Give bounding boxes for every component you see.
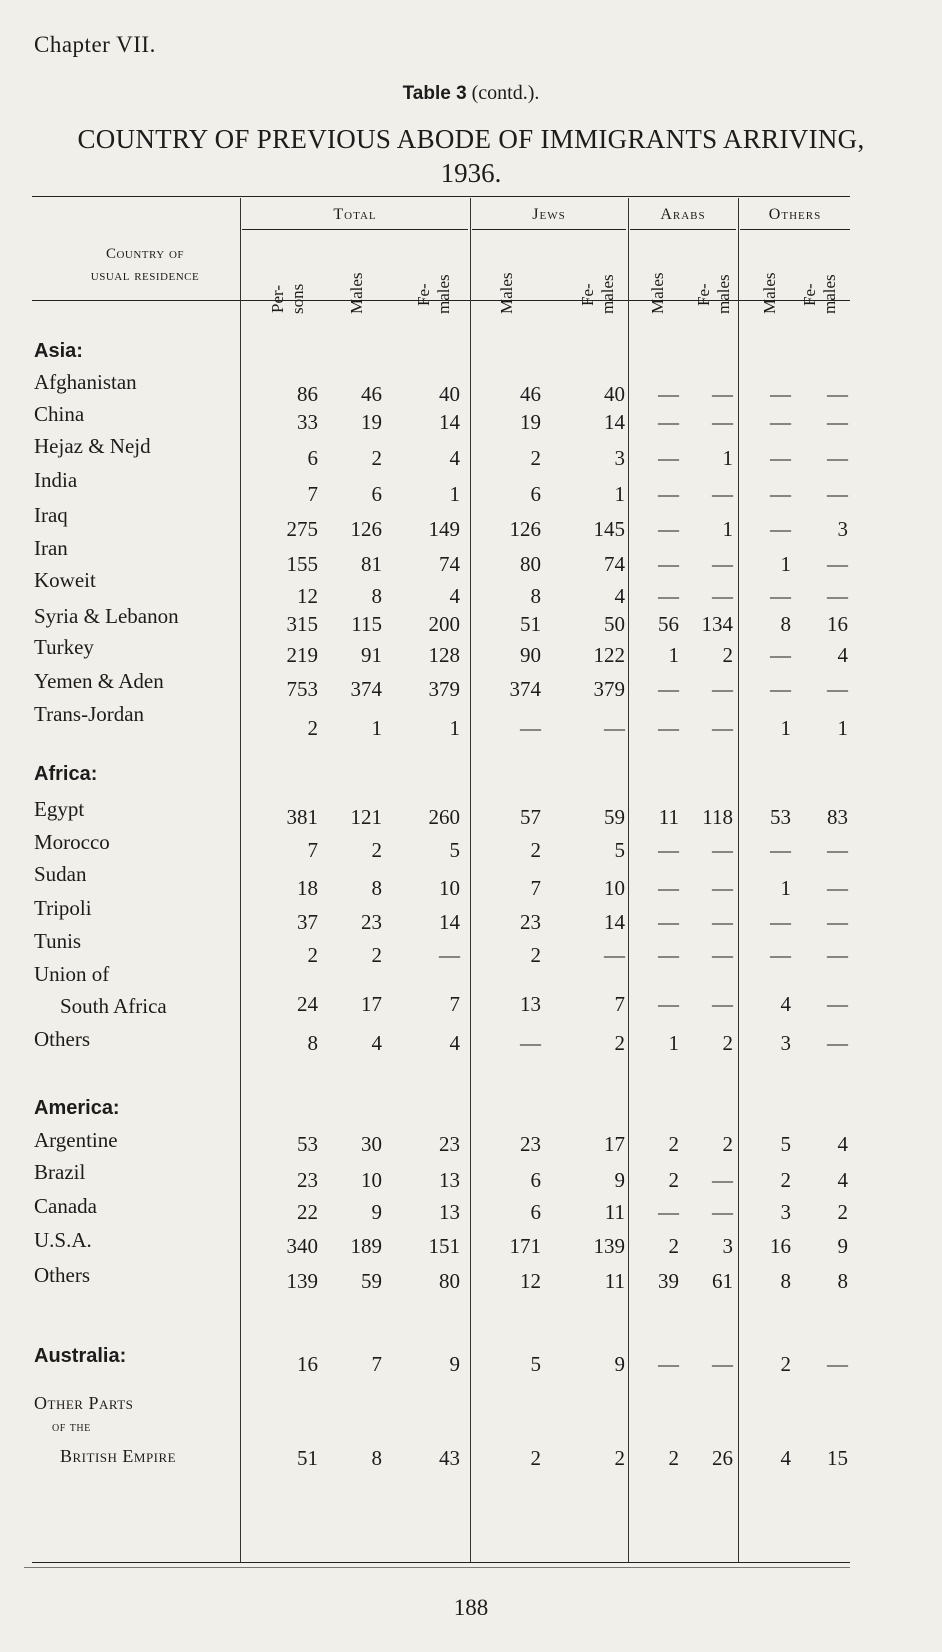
table-cell: 6	[530, 1168, 541, 1192]
row-label: China	[34, 402, 85, 426]
table-cell: 12	[520, 1269, 541, 1293]
table-cell: —	[658, 1352, 679, 1376]
row-label: Tripoli	[34, 896, 92, 920]
table-cell: —	[827, 1031, 848, 1055]
table-cell: —	[770, 517, 791, 541]
table-cell: 171	[509, 1234, 541, 1258]
table-title-line2: 1936.	[440, 158, 502, 188]
table-cell: —	[827, 552, 848, 576]
table-cell: 2	[722, 1031, 733, 1055]
subheader-total-females: Fe- males	[414, 274, 453, 314]
table-cell: 23	[297, 1168, 318, 1192]
table-cell: 39	[658, 1269, 679, 1293]
table-cell: —	[658, 552, 679, 576]
table-cell: 3	[614, 446, 625, 470]
table-cell: 14	[439, 410, 460, 434]
table-cell: 19	[361, 410, 382, 434]
table-cell: 1	[449, 482, 460, 506]
table-cell: 8	[371, 1446, 382, 1470]
table-cell: —	[827, 838, 848, 862]
row-label: Hejaz & Nejd	[34, 434, 151, 458]
table-cell: 13	[439, 1168, 460, 1192]
table-cell: —	[658, 382, 679, 406]
table-cell: 6	[307, 446, 318, 470]
table-cell: 11	[604, 1200, 625, 1224]
row-label: Egypt	[34, 797, 85, 821]
row-label: Other Parts	[34, 1393, 134, 1413]
table-cell: 37	[297, 910, 318, 934]
table-cell: 11	[658, 805, 679, 829]
table-cell: 200	[428, 612, 460, 636]
table-cell: —	[658, 410, 679, 434]
table-cell: 1	[837, 716, 848, 740]
table-cell: 43	[439, 1446, 460, 1470]
table-cell: 14	[604, 910, 625, 934]
group-header-jews: Jews	[532, 206, 566, 223]
col-rule-jews	[470, 198, 471, 1562]
row-label: Brazil	[34, 1160, 86, 1184]
table-cell: 24	[297, 992, 318, 1016]
row-label: British Empire	[60, 1446, 177, 1466]
table-cell: 90	[520, 643, 541, 667]
table-cell: 189	[350, 1234, 382, 1258]
table-cell: 2	[614, 1031, 625, 1055]
table-cell: 23	[361, 910, 382, 934]
table-cell: 126	[350, 517, 382, 541]
table-cell: 151	[428, 1234, 460, 1258]
table-cell: 1	[780, 876, 791, 900]
table-cell: —	[827, 382, 848, 406]
table-cell: —	[827, 992, 848, 1016]
table-cell: 1	[668, 1031, 679, 1055]
subheader-arabs-females: Fe- males	[694, 274, 733, 314]
table-cell: 381	[286, 805, 318, 829]
table-cell: 145	[593, 517, 625, 541]
table-cell: —	[827, 1352, 848, 1376]
table-cell: 4	[614, 584, 625, 608]
table-cell: 16	[770, 1234, 791, 1258]
table-cell: —	[770, 643, 791, 667]
table-cell: 5	[530, 1352, 541, 1376]
table-cell: —	[770, 584, 791, 608]
table-cell: 22	[297, 1200, 318, 1224]
table-cell: 4	[837, 643, 848, 667]
table-cell: —	[712, 677, 733, 701]
table-cell: —	[770, 446, 791, 470]
table-cell: 56	[658, 612, 679, 636]
table-cell: 16	[827, 612, 848, 636]
table-cell: 83	[827, 805, 848, 829]
table-cell: —	[658, 446, 679, 470]
table-cell: 80	[520, 552, 541, 576]
table-cell: 374	[509, 677, 541, 701]
table-cell: —	[827, 910, 848, 934]
table-cell: 2	[722, 1132, 733, 1156]
table-cell: 340	[286, 1234, 318, 1258]
row-label: Yemen & Aden	[34, 669, 164, 693]
table-cell: 74	[604, 552, 625, 576]
table-cell: —	[658, 677, 679, 701]
table-cell: 5	[614, 838, 625, 862]
table-cell: 8	[530, 584, 541, 608]
table-cell: —	[658, 584, 679, 608]
table-cell: 14	[439, 910, 460, 934]
table-cell: —	[658, 910, 679, 934]
table-cell: —	[712, 1200, 733, 1224]
table-cell: 2	[668, 1234, 679, 1258]
row-label: Turkey	[34, 635, 94, 659]
table-cell: 53	[770, 805, 791, 829]
chapter-heading: Chapter VII.	[34, 32, 156, 57]
table-cell: 7	[307, 838, 318, 862]
table-cell: 7	[614, 992, 625, 1016]
table-cell: —	[770, 838, 791, 862]
table-cell: —	[770, 482, 791, 506]
table-cell: 6	[371, 482, 382, 506]
row-label: Morocco	[34, 830, 110, 854]
table-cell: 57	[520, 805, 541, 829]
table-cell: —	[770, 677, 791, 701]
group-underline-arabs	[630, 229, 736, 230]
country-column-header: Country of usual residence	[90, 246, 200, 284]
table-cell: 1	[780, 552, 791, 576]
table-cell: 149	[428, 517, 460, 541]
group-underline-total	[242, 229, 468, 230]
table-cell: 46	[361, 382, 382, 406]
table-cell: 80	[439, 1269, 460, 1293]
table-cell: 12	[297, 584, 318, 608]
table-cell: 2	[371, 446, 382, 470]
table-cell: 4	[449, 584, 460, 608]
table-cell: 23	[520, 1132, 541, 1156]
row-label: Afghanistan	[34, 370, 137, 394]
table-cell: 15	[827, 1446, 848, 1470]
table-cell: —	[827, 943, 848, 967]
table-cell: 9	[837, 1234, 848, 1258]
table-cell: 2	[307, 943, 318, 967]
table-cell: —	[658, 716, 679, 740]
table-cell: 51	[520, 612, 541, 636]
table-cell: 13	[520, 992, 541, 1016]
table-cell: —	[604, 716, 625, 740]
table-cell: 8	[371, 876, 382, 900]
group-header-arabs: Arabs	[660, 206, 706, 223]
table-cell: 46	[520, 382, 541, 406]
table-cell: —	[439, 943, 460, 967]
table-cell: 23	[439, 1132, 460, 1156]
table-cell: 3	[780, 1200, 791, 1224]
row-label: South Africa	[60, 994, 167, 1018]
table-cell: —	[770, 943, 791, 967]
table-cell: 91	[361, 643, 382, 667]
table-cell: 5	[780, 1132, 791, 1156]
table-cell: 2	[722, 643, 733, 667]
table-cell: —	[712, 482, 733, 506]
table-cell: 17	[604, 1132, 625, 1156]
table-cell: 374	[350, 677, 382, 701]
table-cell: —	[712, 992, 733, 1016]
table-cell: —	[712, 716, 733, 740]
table-cell: 53	[297, 1132, 318, 1156]
table-cell: 139	[286, 1269, 318, 1293]
table-cell: —	[712, 584, 733, 608]
table-cell: 1	[614, 482, 625, 506]
subheader-persons: Per- sons	[268, 283, 307, 314]
table-cell: 40	[604, 382, 625, 406]
table-cell: 11	[604, 1269, 625, 1293]
table-cell: 3	[780, 1031, 791, 1055]
table-cell: —	[712, 382, 733, 406]
table-cell: 8	[780, 1269, 791, 1293]
table-cell: —	[827, 446, 848, 470]
subheader-total-males: Males	[347, 272, 366, 314]
table-cell: 1	[780, 716, 791, 740]
table-contd: (contd.).	[471, 82, 540, 104]
table-cell: 51	[297, 1446, 318, 1470]
table-label	[0, 82, 942, 105]
table-cell: —	[827, 410, 848, 434]
table-cell: 128	[428, 643, 460, 667]
table-cell: 2	[530, 838, 541, 862]
subheader-arabs-males: Males	[648, 272, 667, 314]
table-cell: —	[827, 876, 848, 900]
table-cell: 10	[361, 1168, 382, 1192]
table-cell: 2	[530, 943, 541, 967]
table-cell: 155	[286, 552, 318, 576]
table-number: Table 3	[402, 83, 467, 104]
row-label: Trans-Jordan	[34, 702, 145, 726]
col-rule-country	[240, 198, 241, 1562]
table-cell: —	[658, 943, 679, 967]
table-cell: 2	[371, 943, 382, 967]
row-label: Iraq	[34, 503, 68, 527]
row-label: Argentine	[34, 1128, 118, 1152]
row-label: of the	[52, 1420, 91, 1435]
table-cell: 50	[604, 612, 625, 636]
row-label: Sudan	[34, 862, 87, 886]
group-header-others: Others	[768, 206, 822, 223]
table-cell: —	[712, 1352, 733, 1376]
table-cell: —	[712, 410, 733, 434]
table-cell: 2	[668, 1446, 679, 1470]
table-cell: 115	[351, 612, 382, 636]
table-cell: 8	[837, 1269, 848, 1293]
table-cell: 26	[712, 1446, 733, 1470]
table-cell: 33	[297, 410, 318, 434]
section-title: Africa:	[34, 763, 98, 785]
table-cell: 275	[286, 517, 318, 541]
table-cell: —	[712, 910, 733, 934]
table-cell: —	[712, 1168, 733, 1192]
row-label: U.S.A.	[34, 1228, 92, 1252]
table-cell: —	[604, 943, 625, 967]
row-label: Syria & Lebanon	[34, 604, 179, 628]
table-cell: 2	[614, 1446, 625, 1470]
table-cell: 122	[593, 643, 625, 667]
table-cell: 8	[780, 612, 791, 636]
table-cell: 2	[780, 1168, 791, 1192]
table-cell: 1	[722, 446, 733, 470]
table-cell: 4	[449, 446, 460, 470]
table-cell: 9	[449, 1352, 460, 1376]
table-cell: 16	[297, 1352, 318, 1376]
table-cell: —	[827, 584, 848, 608]
table-cell: 30	[361, 1132, 382, 1156]
table-cell: —	[770, 910, 791, 934]
table-cell: —	[712, 943, 733, 967]
table-cell: 9	[371, 1200, 382, 1224]
table-cell: —	[658, 838, 679, 862]
table-cell: —	[712, 876, 733, 900]
table-cell: 14	[604, 410, 625, 434]
row-label: India	[34, 468, 78, 492]
bottom-rule	[32, 1562, 850, 1563]
table-cell: 8	[371, 584, 382, 608]
table-title-line1: COUNTRY OF PREVIOUS ABODE OF IMMIGRANTS ARRIVING,	[77, 124, 865, 154]
table-cell: 9	[614, 1352, 625, 1376]
table-cell: 9	[614, 1168, 625, 1192]
table-cell: 379	[593, 677, 625, 701]
table-cell: 7	[371, 1352, 382, 1376]
table-cell: 2	[530, 1446, 541, 1470]
table-cell: 2	[780, 1352, 791, 1376]
table-cell: 74	[439, 552, 460, 576]
page-number: 188	[453, 1595, 489, 1620]
table-cell: 2	[307, 716, 318, 740]
table-cell: 753	[286, 677, 318, 701]
table-cell: 2	[371, 838, 382, 862]
table-cell: 6	[530, 482, 541, 506]
section-title: America:	[34, 1097, 120, 1119]
subheader-others-males: Males	[760, 272, 779, 314]
table-cell: 2	[530, 446, 541, 470]
subheader-jews-females: Fe- males	[578, 274, 617, 314]
table-cell: 1	[722, 517, 733, 541]
table-cell: 4	[449, 1031, 460, 1055]
table-cell: —	[520, 716, 541, 740]
row-label: Iran	[34, 536, 68, 560]
table-cell: 6	[530, 1200, 541, 1224]
table-cell: 1	[668, 643, 679, 667]
table-cell: 5	[449, 838, 460, 862]
row-label: Union of	[34, 962, 110, 986]
table-cell: 7	[530, 876, 541, 900]
table-cell: 59	[361, 1269, 382, 1293]
row-label: Others	[34, 1027, 90, 1051]
table-cell: 126	[509, 517, 541, 541]
table-cell: —	[658, 482, 679, 506]
table-cell: 4	[837, 1132, 848, 1156]
table-cell: 86	[297, 382, 318, 406]
table-cell: 3	[837, 517, 848, 541]
table-cell: —	[658, 876, 679, 900]
table-cell: 2	[668, 1132, 679, 1156]
table-cell: 2	[668, 1168, 679, 1192]
group-underline-others	[740, 229, 850, 230]
table-cell: 10	[439, 876, 460, 900]
table-cell: 19	[520, 410, 541, 434]
table-cell: —	[712, 552, 733, 576]
table-cell: —	[658, 1200, 679, 1224]
table-cell: 260	[428, 805, 460, 829]
table-cell: 379	[428, 677, 460, 701]
table-cell: 1	[371, 716, 382, 740]
section-title: Australia:	[34, 1345, 127, 1367]
table-cell: 59	[604, 805, 625, 829]
section-title: Asia:	[34, 340, 83, 362]
table-cell: 315	[286, 612, 318, 636]
table-cell: —	[770, 382, 791, 406]
table-cell: 40	[439, 382, 460, 406]
table-cell: 4	[780, 992, 791, 1016]
row-label: Canada	[34, 1194, 97, 1218]
table-cell: —	[827, 677, 848, 701]
table-cell: —	[827, 482, 848, 506]
table-cell: 121	[350, 805, 382, 829]
table-cell: 1	[449, 716, 460, 740]
table-cell: 7	[449, 992, 460, 1016]
table-cell: 3	[722, 1234, 733, 1258]
table-cell: 81	[361, 552, 382, 576]
top-rule	[32, 196, 850, 197]
footer-rule	[24, 1567, 850, 1568]
table-cell: 2	[837, 1200, 848, 1224]
table-cell: 4	[837, 1168, 848, 1192]
table-cell: 17	[361, 992, 382, 1016]
table-cell: 18	[297, 876, 318, 900]
table-cell: 23	[520, 910, 541, 934]
table-cell: —	[712, 838, 733, 862]
group-underline-jews	[472, 229, 626, 230]
row-label: Others	[34, 1263, 90, 1287]
table-cell: —	[658, 517, 679, 541]
row-label: Tunis	[34, 929, 82, 953]
row-label: Koweit	[34, 568, 96, 592]
table-cell: 13	[439, 1200, 460, 1224]
table-cell: 7	[307, 482, 318, 506]
subheader-jews-males: Males	[497, 272, 516, 314]
table-cell: 134	[701, 612, 733, 636]
subheader-others-females: Fe- males	[800, 274, 839, 314]
table-cell: 118	[702, 805, 733, 829]
group-header-total: Total	[333, 206, 377, 223]
table-cell: —	[520, 1031, 541, 1055]
table-cell: 61	[712, 1269, 733, 1293]
table-cell: 8	[307, 1031, 318, 1055]
table-cell: 4	[780, 1446, 791, 1470]
table-cell: 4	[371, 1031, 382, 1055]
table-cell: 139	[593, 1234, 625, 1258]
table-cell: —	[658, 992, 679, 1016]
table-cell: 219	[286, 643, 318, 667]
table-cell: —	[770, 410, 791, 434]
table-cell: 10	[604, 876, 625, 900]
